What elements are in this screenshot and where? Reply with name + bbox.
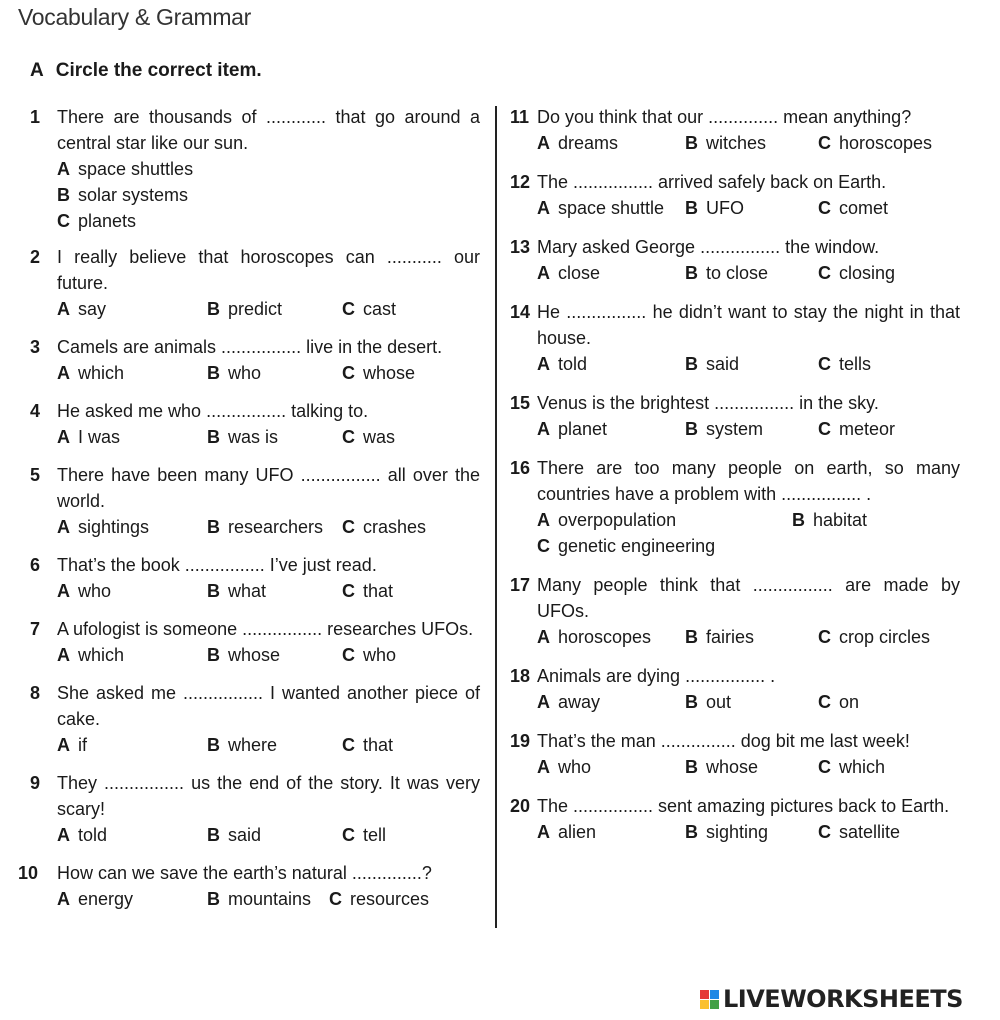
- answer-options: [57, 360, 480, 386]
- question-number: 16: [510, 458, 531, 478]
- option-text: horoscopes: [839, 133, 933, 153]
- option-letter: B: [792, 510, 805, 530]
- answer-options: [537, 416, 960, 442]
- option-letter: C: [818, 692, 831, 712]
- option-c[interactable]: [818, 130, 932, 156]
- option-letter: B: [207, 363, 220, 383]
- option-b[interactable]: [685, 689, 818, 715]
- question-3: [30, 334, 480, 386]
- liveworksheets-logo: [700, 984, 963, 1014]
- question-7: [30, 616, 480, 668]
- option-text: whose: [228, 645, 281, 665]
- option-letter: A: [537, 263, 550, 283]
- question-text: The ................ sent amazing pictures back to Earth.: [537, 796, 950, 816]
- question-number: 5: [30, 465, 41, 485]
- question-18: [510, 663, 960, 715]
- option-letter: C: [329, 889, 342, 909]
- question-text: That’s the book ................ I’ve just read.: [57, 555, 377, 575]
- option-a[interactable]: [57, 732, 207, 758]
- option-c[interactable]: [342, 424, 395, 450]
- answer-options: [57, 642, 480, 668]
- answer-options: [537, 624, 960, 650]
- option-letter: C: [342, 363, 355, 383]
- option-text: who: [363, 645, 397, 665]
- question-13: [510, 234, 960, 286]
- question-text: There are too many people on earth, so many countries have a problem with ................ .: [537, 458, 960, 504]
- answer-options: [537, 130, 960, 156]
- option-text: if: [78, 735, 87, 755]
- option-c[interactable]: [818, 624, 930, 650]
- question-12: [510, 169, 960, 221]
- question-number: 8: [30, 683, 41, 703]
- option-text: energy: [78, 889, 134, 909]
- option-b[interactable]: [207, 296, 342, 322]
- option-letter: B: [207, 825, 220, 845]
- question-text: A ufologist is someone ................ researches UFOs.: [57, 619, 474, 639]
- option-c[interactable]: [342, 360, 415, 386]
- answer-options: [537, 507, 960, 559]
- option-letter: B: [685, 627, 698, 647]
- option-letter: C: [342, 517, 355, 537]
- option-c[interactable]: [818, 416, 895, 442]
- question-text: How can we save the earth’s natural ..............?: [57, 863, 432, 883]
- option-text: crop circles: [839, 627, 931, 647]
- option-text: who: [228, 363, 262, 383]
- question-2: [30, 244, 480, 322]
- option-a[interactable]: [537, 819, 685, 845]
- option-letter: A: [57, 363, 70, 383]
- question-number: 13: [510, 237, 531, 257]
- option-letter: A: [57, 517, 70, 537]
- question-number: 10: [18, 863, 39, 883]
- answer-options: [537, 754, 960, 780]
- option-letter: A: [537, 133, 550, 153]
- option-letter: B: [57, 185, 70, 205]
- option-letter: A: [537, 627, 550, 647]
- option-b[interactable]: [207, 514, 342, 540]
- question-10: [18, 860, 480, 912]
- option-text: that: [363, 735, 394, 755]
- option-c[interactable]: [818, 819, 900, 845]
- option-letter: A: [57, 427, 70, 447]
- question-number: 12: [510, 172, 531, 192]
- question-15: [510, 390, 960, 442]
- question-number: 7: [30, 619, 41, 639]
- option-a[interactable]: [537, 351, 685, 377]
- option-letter: A: [537, 510, 550, 530]
- option-text: horoscopes: [558, 627, 652, 647]
- option-b[interactable]: [207, 360, 342, 386]
- option-b[interactable]: [207, 732, 342, 758]
- question-number: 11: [510, 107, 530, 127]
- option-text: said: [228, 825, 262, 845]
- option-a[interactable]: [537, 754, 685, 780]
- option-c[interactable]: [329, 886, 429, 912]
- option-text: sighting: [706, 822, 769, 842]
- question-text: There have been many UFO ................ all over the world.: [57, 465, 480, 511]
- logo-square: [700, 990, 709, 999]
- question-number: 3: [30, 337, 41, 357]
- option-text: witches: [706, 133, 767, 153]
- option-text: solar systems: [78, 185, 189, 205]
- question-text: That’s the man ............... dog bit me last week!: [537, 731, 910, 751]
- option-letter: C: [57, 211, 70, 231]
- option-text: alien: [558, 822, 597, 842]
- left-column: [18, 104, 480, 912]
- option-a[interactable]: [57, 886, 207, 912]
- option-a[interactable]: [57, 296, 207, 322]
- question-number: 18: [510, 666, 531, 686]
- option-letter: B: [685, 354, 698, 374]
- option-c[interactable]: [57, 208, 480, 234]
- question-5: [30, 462, 480, 540]
- option-letter: A: [537, 198, 550, 218]
- option-a[interactable]: [57, 514, 207, 540]
- option-c[interactable]: [342, 578, 393, 604]
- option-a[interactable]: [57, 578, 207, 604]
- option-b[interactable]: [207, 424, 342, 450]
- answer-options: [57, 578, 480, 604]
- option-text: to close: [706, 263, 769, 283]
- question-number: 9: [30, 773, 41, 793]
- option-text: UFO: [706, 198, 744, 218]
- option-letter: C: [342, 299, 355, 319]
- question-text: The ................ arrived safely back on Earth.: [537, 172, 887, 192]
- option-text: fairies: [706, 627, 755, 647]
- option-text: dreams: [558, 133, 619, 153]
- option-letter: A: [57, 581, 70, 601]
- logo-square: [710, 1000, 719, 1009]
- answer-options: [57, 732, 480, 758]
- option-letter: A: [57, 299, 70, 319]
- question-number: 2: [30, 247, 41, 267]
- option-letter: A: [57, 735, 70, 755]
- option-text: space shuttle: [558, 198, 665, 218]
- option-a[interactable]: [57, 360, 207, 386]
- option-text: cast: [363, 299, 397, 319]
- option-letter: C: [537, 536, 550, 556]
- option-letter: B: [207, 889, 220, 909]
- option-b[interactable]: [57, 182, 252, 208]
- answer-options: [537, 351, 960, 377]
- option-letter: C: [818, 354, 831, 374]
- option-letter: C: [342, 581, 355, 601]
- option-text: whose: [363, 363, 416, 383]
- option-letter: C: [342, 427, 355, 447]
- option-text: meteor: [839, 419, 896, 439]
- answer-options: [57, 822, 480, 848]
- option-letter: A: [537, 419, 550, 439]
- option-letter: C: [818, 198, 831, 218]
- option-c[interactable]: [818, 754, 885, 780]
- option-b[interactable]: [792, 507, 952, 533]
- question-20: [510, 793, 960, 845]
- question-1: [30, 104, 480, 234]
- option-letter: B: [685, 757, 698, 777]
- section-letter: A: [30, 60, 44, 81]
- question-text: Camels are animals ................ live in the desert.: [57, 337, 443, 357]
- question-4: [30, 398, 480, 450]
- option-text: crashes: [363, 517, 427, 537]
- option-text: predict: [228, 299, 283, 319]
- option-b[interactable]: [207, 822, 342, 848]
- option-letter: A: [57, 159, 70, 179]
- option-text: habitat: [813, 510, 868, 530]
- option-letter: B: [207, 299, 220, 319]
- answer-options: [537, 260, 960, 286]
- option-text: space shuttles: [78, 159, 194, 179]
- option-text: I was: [78, 427, 121, 447]
- option-b[interactable]: [685, 260, 818, 286]
- option-text: researchers: [228, 517, 324, 537]
- question-9: [30, 770, 480, 848]
- column-divider: [495, 106, 497, 928]
- option-text: planets: [78, 211, 137, 231]
- question-number: 17: [510, 575, 531, 595]
- answer-options: [537, 819, 960, 845]
- option-b[interactable]: [685, 130, 818, 156]
- option-a[interactable]: [537, 260, 685, 286]
- answer-options: [57, 514, 480, 540]
- option-text: mountains: [228, 889, 312, 909]
- option-a[interactable]: [57, 642, 207, 668]
- question-text: He asked me who ................ talking to.: [57, 401, 369, 421]
- question-text: Venus is the brightest ................ in the sky.: [537, 393, 879, 413]
- option-a[interactable]: [57, 424, 207, 450]
- option-text: which: [78, 645, 125, 665]
- option-letter: A: [537, 692, 550, 712]
- option-b[interactable]: [685, 416, 818, 442]
- option-b[interactable]: [207, 578, 342, 604]
- question-text: I really believe that horoscopes can ........... our future.: [57, 247, 480, 293]
- option-text: which: [839, 757, 886, 777]
- option-text: system: [706, 419, 764, 439]
- option-letter: A: [537, 354, 550, 374]
- option-text: satellite: [839, 822, 901, 842]
- option-c[interactable]: [818, 351, 871, 377]
- answer-options: [57, 886, 480, 912]
- question-6: [30, 552, 480, 604]
- option-letter: A: [57, 645, 70, 665]
- option-text: overpopulation: [558, 510, 677, 530]
- option-b[interactable]: [685, 195, 818, 221]
- option-b[interactable]: [685, 819, 818, 845]
- option-text: was is: [228, 427, 279, 447]
- question-text: Mary asked George ................ the window.: [537, 237, 880, 257]
- section-instruction: Circle the correct item.: [55, 60, 262, 81]
- option-c[interactable]: [342, 642, 396, 668]
- option-text: told: [78, 825, 108, 845]
- option-c[interactable]: [342, 822, 386, 848]
- question-number: 15: [510, 393, 531, 413]
- option-a[interactable]: [537, 689, 685, 715]
- option-b[interactable]: [685, 624, 818, 650]
- option-text: genetic engineering: [558, 536, 716, 556]
- option-letter: A: [57, 825, 70, 845]
- question-text: Many people think that ................ are made by UFOs.: [537, 575, 960, 621]
- option-text: closing: [839, 263, 896, 283]
- question-19: [510, 728, 960, 780]
- page-header: Vocabulary & Grammar: [18, 4, 252, 30]
- option-letter: B: [685, 263, 698, 283]
- option-a[interactable]: [537, 507, 792, 533]
- question-16: [510, 455, 960, 559]
- answer-options: [537, 689, 960, 715]
- option-letter: B: [207, 645, 220, 665]
- option-letter: C: [342, 645, 355, 665]
- option-letter: C: [818, 263, 831, 283]
- option-c[interactable]: [342, 514, 426, 540]
- option-c[interactable]: [342, 296, 396, 322]
- option-a[interactable]: [57, 822, 207, 848]
- option-letter: C: [818, 822, 831, 842]
- option-letter: B: [207, 517, 220, 537]
- option-c[interactable]: [537, 533, 960, 559]
- logo-square: [700, 1000, 709, 1009]
- option-letter: B: [207, 735, 220, 755]
- question-number: 14: [510, 302, 531, 322]
- option-letter: B: [685, 133, 698, 153]
- option-text: close: [558, 263, 601, 283]
- answer-options: [57, 296, 480, 322]
- option-text: out: [706, 692, 732, 712]
- option-c[interactable]: [818, 260, 895, 286]
- question-8: [30, 680, 480, 758]
- question-text: There are thousands of ............ that go around a central star like our sun.: [57, 107, 480, 153]
- option-letter: A: [537, 757, 550, 777]
- question-number: 19: [510, 731, 531, 751]
- option-a[interactable]: [537, 624, 685, 650]
- option-text: away: [558, 692, 601, 712]
- question-text: They ................ us the end of the story. It was very scary!: [57, 773, 480, 819]
- option-letter: C: [342, 825, 355, 845]
- question-number: 20: [510, 796, 531, 816]
- option-text: who: [558, 757, 592, 777]
- option-letter: A: [57, 889, 70, 909]
- question-number: 1: [30, 107, 41, 127]
- option-a[interactable]: [537, 195, 685, 221]
- option-letter: A: [537, 822, 550, 842]
- option-letter: B: [685, 692, 698, 712]
- option-text: who: [78, 581, 112, 601]
- option-letter: B: [685, 822, 698, 842]
- option-a[interactable]: [57, 156, 312, 182]
- option-text: say: [78, 299, 107, 319]
- option-letter: B: [207, 581, 220, 601]
- option-b[interactable]: [685, 351, 818, 377]
- logo-icon: [700, 990, 719, 1009]
- section-title: [30, 60, 262, 82]
- question-17: [510, 572, 960, 650]
- option-text: planet: [558, 419, 608, 439]
- option-text: said: [706, 354, 740, 374]
- option-text: told: [558, 354, 588, 374]
- option-c[interactable]: [342, 732, 393, 758]
- option-letter: C: [818, 419, 831, 439]
- answer-options: [537, 195, 960, 221]
- answer-options: [57, 156, 480, 234]
- question-text: Do you think that our .............. mean anything?: [537, 107, 912, 127]
- option-text: comet: [839, 198, 889, 218]
- answer-options: [57, 424, 480, 450]
- option-text: that: [363, 581, 394, 601]
- option-text: what: [228, 581, 267, 601]
- option-text: sightings: [78, 517, 150, 537]
- option-letter: B: [685, 198, 698, 218]
- question-text: He ................ he didn’t want to stay the night in that house.: [537, 302, 960, 348]
- option-text: which: [78, 363, 125, 383]
- question-11: [510, 104, 960, 156]
- question-number: 6: [30, 555, 41, 575]
- option-letter: C: [818, 627, 831, 647]
- option-b[interactable]: [207, 642, 342, 668]
- option-letter: C: [818, 757, 831, 777]
- question-14: [510, 299, 960, 377]
- option-text: whose: [706, 757, 759, 777]
- question-text: She asked me ................ I wanted another piece of cake.: [57, 683, 480, 729]
- option-letter: B: [685, 419, 698, 439]
- option-text: resources: [350, 889, 430, 909]
- option-a[interactable]: [537, 130, 685, 156]
- option-text: tells: [839, 354, 872, 374]
- question-number: 4: [30, 401, 41, 421]
- option-letter: C: [818, 133, 831, 153]
- option-c[interactable]: [818, 195, 888, 221]
- option-b[interactable]: [207, 886, 329, 912]
- option-letter: C: [342, 735, 355, 755]
- option-a[interactable]: [537, 416, 685, 442]
- option-text: where: [228, 735, 278, 755]
- right-column: [510, 104, 960, 845]
- option-b[interactable]: [685, 754, 818, 780]
- question-text: Animals are dying ................ .: [537, 666, 776, 686]
- option-text: on: [839, 692, 860, 712]
- option-text: was: [363, 427, 396, 447]
- logo-square: [710, 990, 719, 999]
- option-c[interactable]: [818, 689, 859, 715]
- option-letter: B: [207, 427, 220, 447]
- logo-text: LIVEWORKSHEETS: [723, 985, 963, 1013]
- option-text: tell: [363, 825, 387, 845]
